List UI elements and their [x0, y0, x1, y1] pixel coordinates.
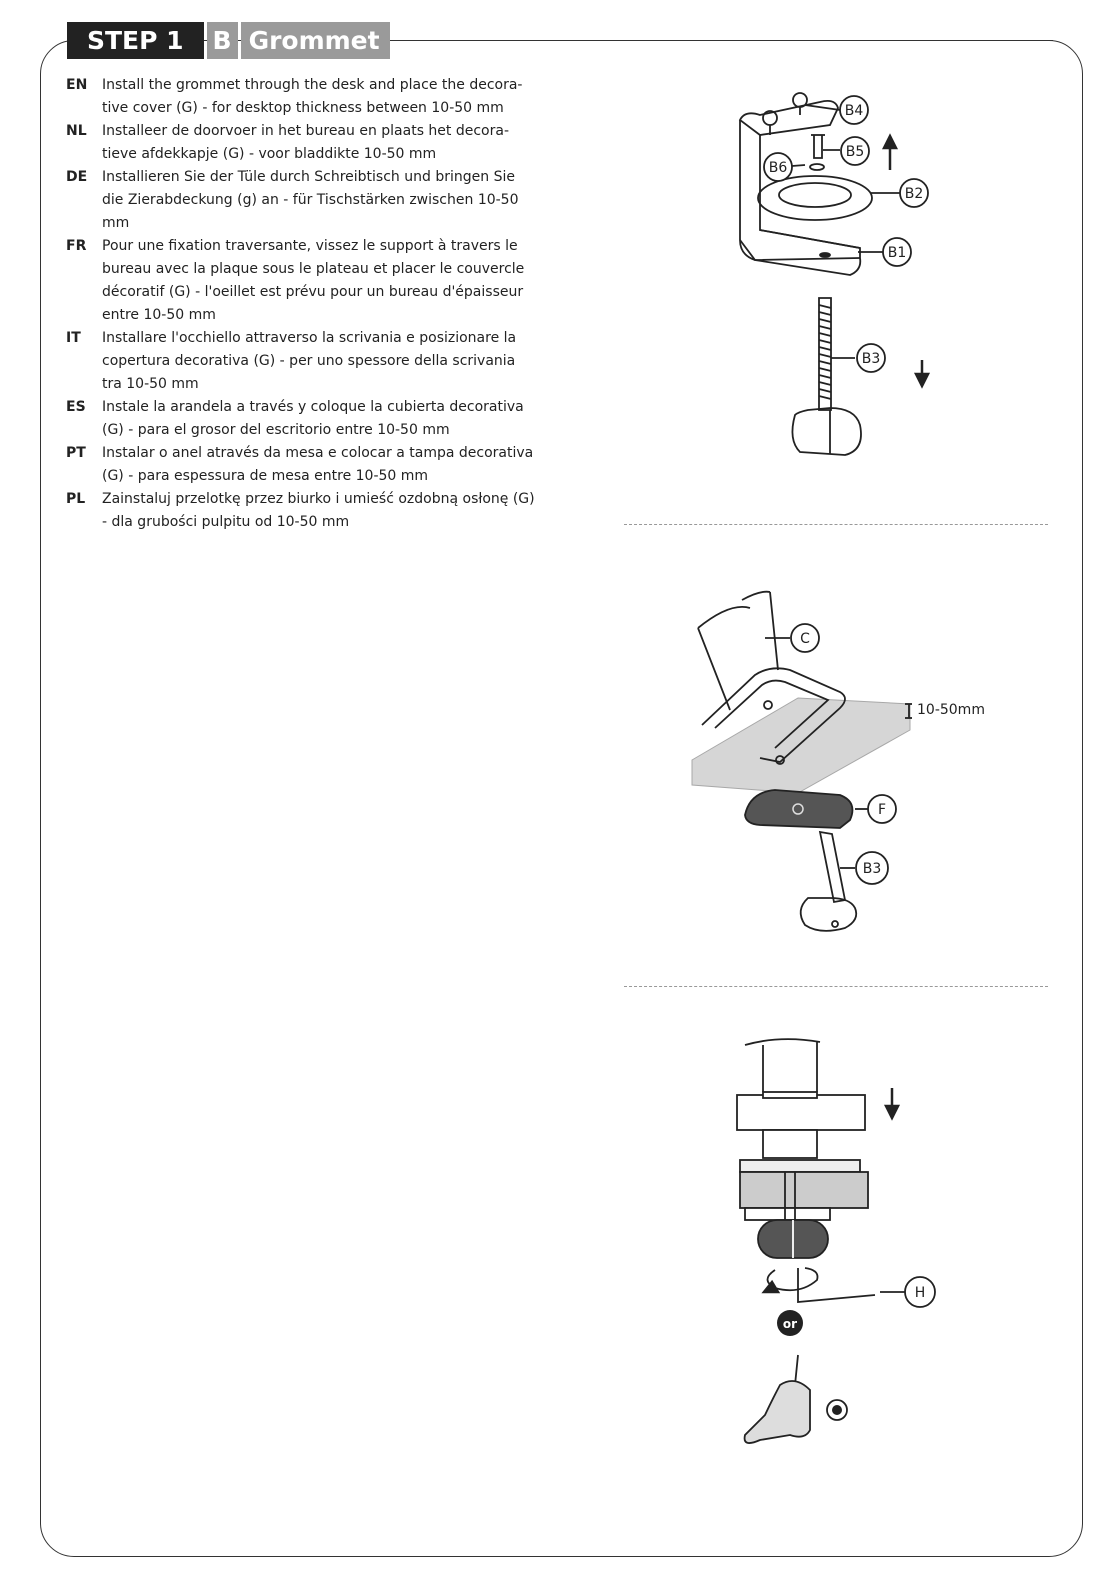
label-b1: B1	[887, 245, 907, 261]
lang-code: IT	[66, 330, 81, 346]
instruction-text: Installieren Sie der Tüle durch Schreibtisch und bringen Sie die Zierabdeckung (g) an - für Tischstärken zwischen 10-50 mm	[102, 169, 519, 231]
instruction-es	[66, 396, 546, 442]
instruction-nl	[66, 120, 546, 166]
header-rule	[368, 40, 1053, 41]
instruction-text: Installeer de doorvoer in het bureau en plaats het decora-tieve afdekkapje (G) - voor bladdikte 10-50 mm	[102, 123, 510, 162]
instruction-text: Instale la arandela a través y coloque la cubierta decorativa (G) - para el grosor del escritorio entre 10-50 mm	[102, 399, 524, 438]
section-divider	[624, 986, 1048, 987]
instruction-text: Install the grommet through the desk and place the decora-tive cover (G) - for desktop thickness between 10-50 mm	[102, 77, 523, 116]
lang-code: ES	[66, 399, 86, 415]
instruction-it	[66, 327, 546, 396]
lang-code: FR	[66, 238, 87, 254]
label-c: C	[800, 631, 810, 647]
lang-code: DE	[66, 169, 88, 185]
instruction-list	[66, 74, 546, 534]
section-divider	[624, 524, 1048, 525]
instruction-text: Instalar o anel através da mesa e colocar a tampa decorativa (G) - para espessura de mesa entre 10-50 mm	[102, 445, 534, 484]
step-title: Grommet	[241, 22, 390, 59]
label-b6: B6	[768, 160, 788, 176]
label-b3: B3	[861, 351, 881, 367]
step-letter: B	[207, 22, 238, 59]
step-header	[67, 22, 390, 59]
instruction-pt	[66, 442, 546, 488]
label-b3: B3	[862, 861, 882, 877]
lang-code: PL	[66, 491, 86, 507]
label-f: F	[877, 802, 887, 818]
grommet-parts-diagram	[700, 80, 960, 480]
instruction-fr	[66, 235, 546, 327]
lang-code: EN	[66, 77, 88, 93]
lang-code: PT	[66, 445, 86, 461]
desk-mounting-diagram	[680, 580, 1010, 940]
instruction-text: Installare l'occhiello attraverso la scrivania e posizionare la copertura decorativa (G) - per uno spessore della scrivania tra 10-50 mm	[102, 330, 517, 392]
instruction-text: Pour une fixation traversante, vissez le support à travers le bureau avec la plaque sous le plateau et placer le couvercle décoratif (G) - l'oeillet est prévu pour un bureau d'épaisseur entre 10-50 mm	[102, 238, 525, 323]
lang-code: NL	[66, 123, 87, 139]
instruction-en	[66, 74, 546, 120]
label-b2: B2	[904, 186, 924, 202]
instruction-text: Zainstaluj przelotkę przez biurko i umieść ozdobną osłonę (G) - dla grubości pulpitu od 10-50 mm	[102, 491, 535, 530]
label-b4: B4	[844, 103, 864, 119]
label-h: H	[914, 1285, 926, 1301]
label-b5: B5	[845, 144, 865, 160]
step-label: STEP 1	[67, 22, 204, 59]
tightening-diagram	[720, 1030, 960, 1470]
instruction-de	[66, 166, 546, 235]
or-label: or	[782, 1317, 798, 1331]
thickness-label: 10-50mm	[917, 702, 985, 718]
instruction-pl	[66, 488, 546, 534]
